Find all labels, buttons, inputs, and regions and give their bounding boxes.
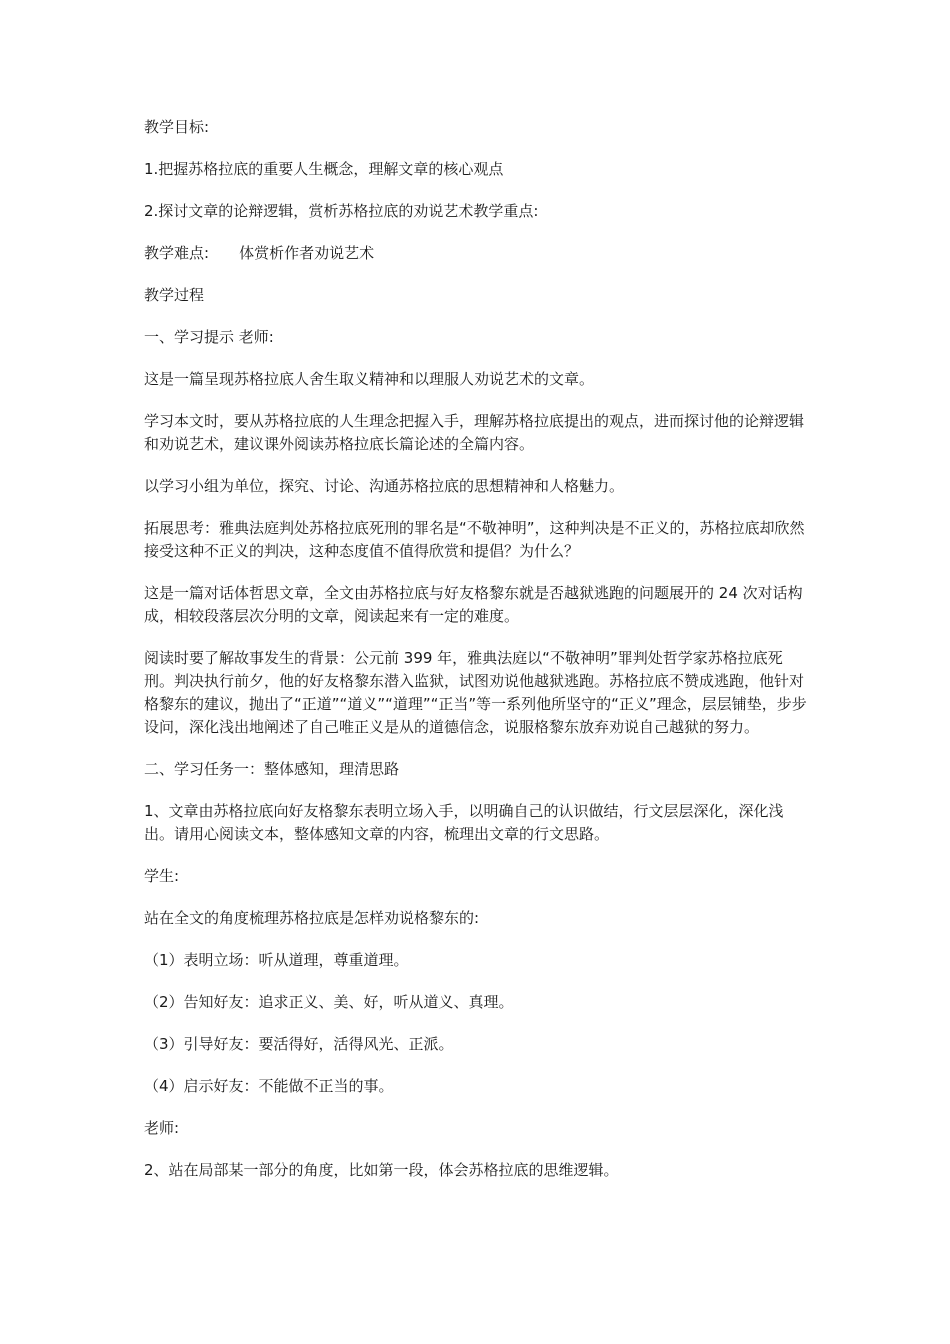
group-task-paragraph: 以学习小组为单位，探究、讨论、沟通苏格拉底的思想精神和人格魅力。 (144, 477, 625, 495)
task-2-paragraph: 2、站在局部某一部分的角度，比如第一段，体会苏格拉底的思维逻辑。 (144, 1161, 619, 1179)
task-1-paragraph: 1、文章由苏格拉底向好友格黎东表明立场入手，以明确自己的认识做结，行文层层深化，深化浅出。请用心阅读文本，整体感知文章的内容，梳理出文章的行文思路。 (144, 802, 784, 843)
objective-2: 2.探讨文章的论辩逻辑，赏析苏格拉底的劝说艺术教学重点: (144, 202, 539, 220)
section-2-heading: 二、学习任务一：整体感知，理清思路 (144, 760, 400, 778)
difficulty-text: 体赏析作者劝说艺术 (239, 244, 375, 262)
process-heading: 教学过程 (144, 286, 205, 304)
background-paragraph: 阅读时要了解故事发生的背景：公元前 399 年，雅典法庭以“不敬神明”罪判处哲学家苏格拉底死刑。判决执行前夕，他的好友格黎东潜入监狱，试图劝说他越狱逃跑。苏格拉底不赞成逃跑，他针对格黎东的建议，抛出了“正道”“道义”“道理”“正当”等一系列他所坚守的“正义”理念，层层铺垫，步步设问，深化浅出地阐述了自己唯正义是从的道德信念，说服格黎东放弃劝说自己越狱的努力。 (144, 649, 807, 736)
study-tip-paragraph: 学习本文时，要从苏格拉底的人生理念把握入手，理解苏格拉底提出的观点，进而探讨他的论辩逻辑和劝说艺术，建议课外阅读苏格拉底长篇论述的全篇内容。 (144, 412, 805, 453)
teacher-label: 老师: (144, 1119, 180, 1137)
difficulty-line (144, 242, 808, 265)
overview-paragraph: 站在全文的角度梳理苏格拉底是怎样劝说格黎东的: (144, 909, 480, 927)
student-label: 学生: (144, 867, 180, 885)
dialogue-note-paragraph: 这是一篇对话体哲思文章，全文由苏格拉底与好友格黎东就是否越狱逃跑的问题展开的 24 次对话构成，相较段落层次分明的文章，阅读起来有一定的难度。 (144, 584, 803, 625)
step-1: （1）表明立场：听从道理，尊重道理。 (144, 951, 409, 969)
step-4: （4）启示好友：不能做不正当的事。 (144, 1077, 394, 1095)
step-3: （3）引导好友：要活得好，活得风光、正派。 (144, 1035, 454, 1053)
objective-1: 1.把握苏格拉底的重要人生概念，理解文章的核心观点 (144, 160, 504, 178)
step-2: （2）告知好友：追求正义、美、好，听从道义、真理。 (144, 993, 514, 1011)
extension-paragraph: 拓展思考：雅典法庭判处苏格拉底死刑的罪名是“不敬神明”，这种判决是不正义的，苏格拉底却欣然接受这种不正义的判决，这种态度值不值得欣赏和提倡？为什么？ (144, 519, 805, 560)
difficulty-label: 教学难点: (144, 244, 210, 262)
intro-paragraph: 这是一篇呈现苏格拉底人舍生取义精神和以理服人劝说艺术的文章。 (144, 370, 595, 388)
document-page (144, 116, 808, 1201)
objectives-heading: 教学目标: (144, 118, 210, 136)
section-1-heading: 一、学习提示 老师: (144, 328, 274, 346)
